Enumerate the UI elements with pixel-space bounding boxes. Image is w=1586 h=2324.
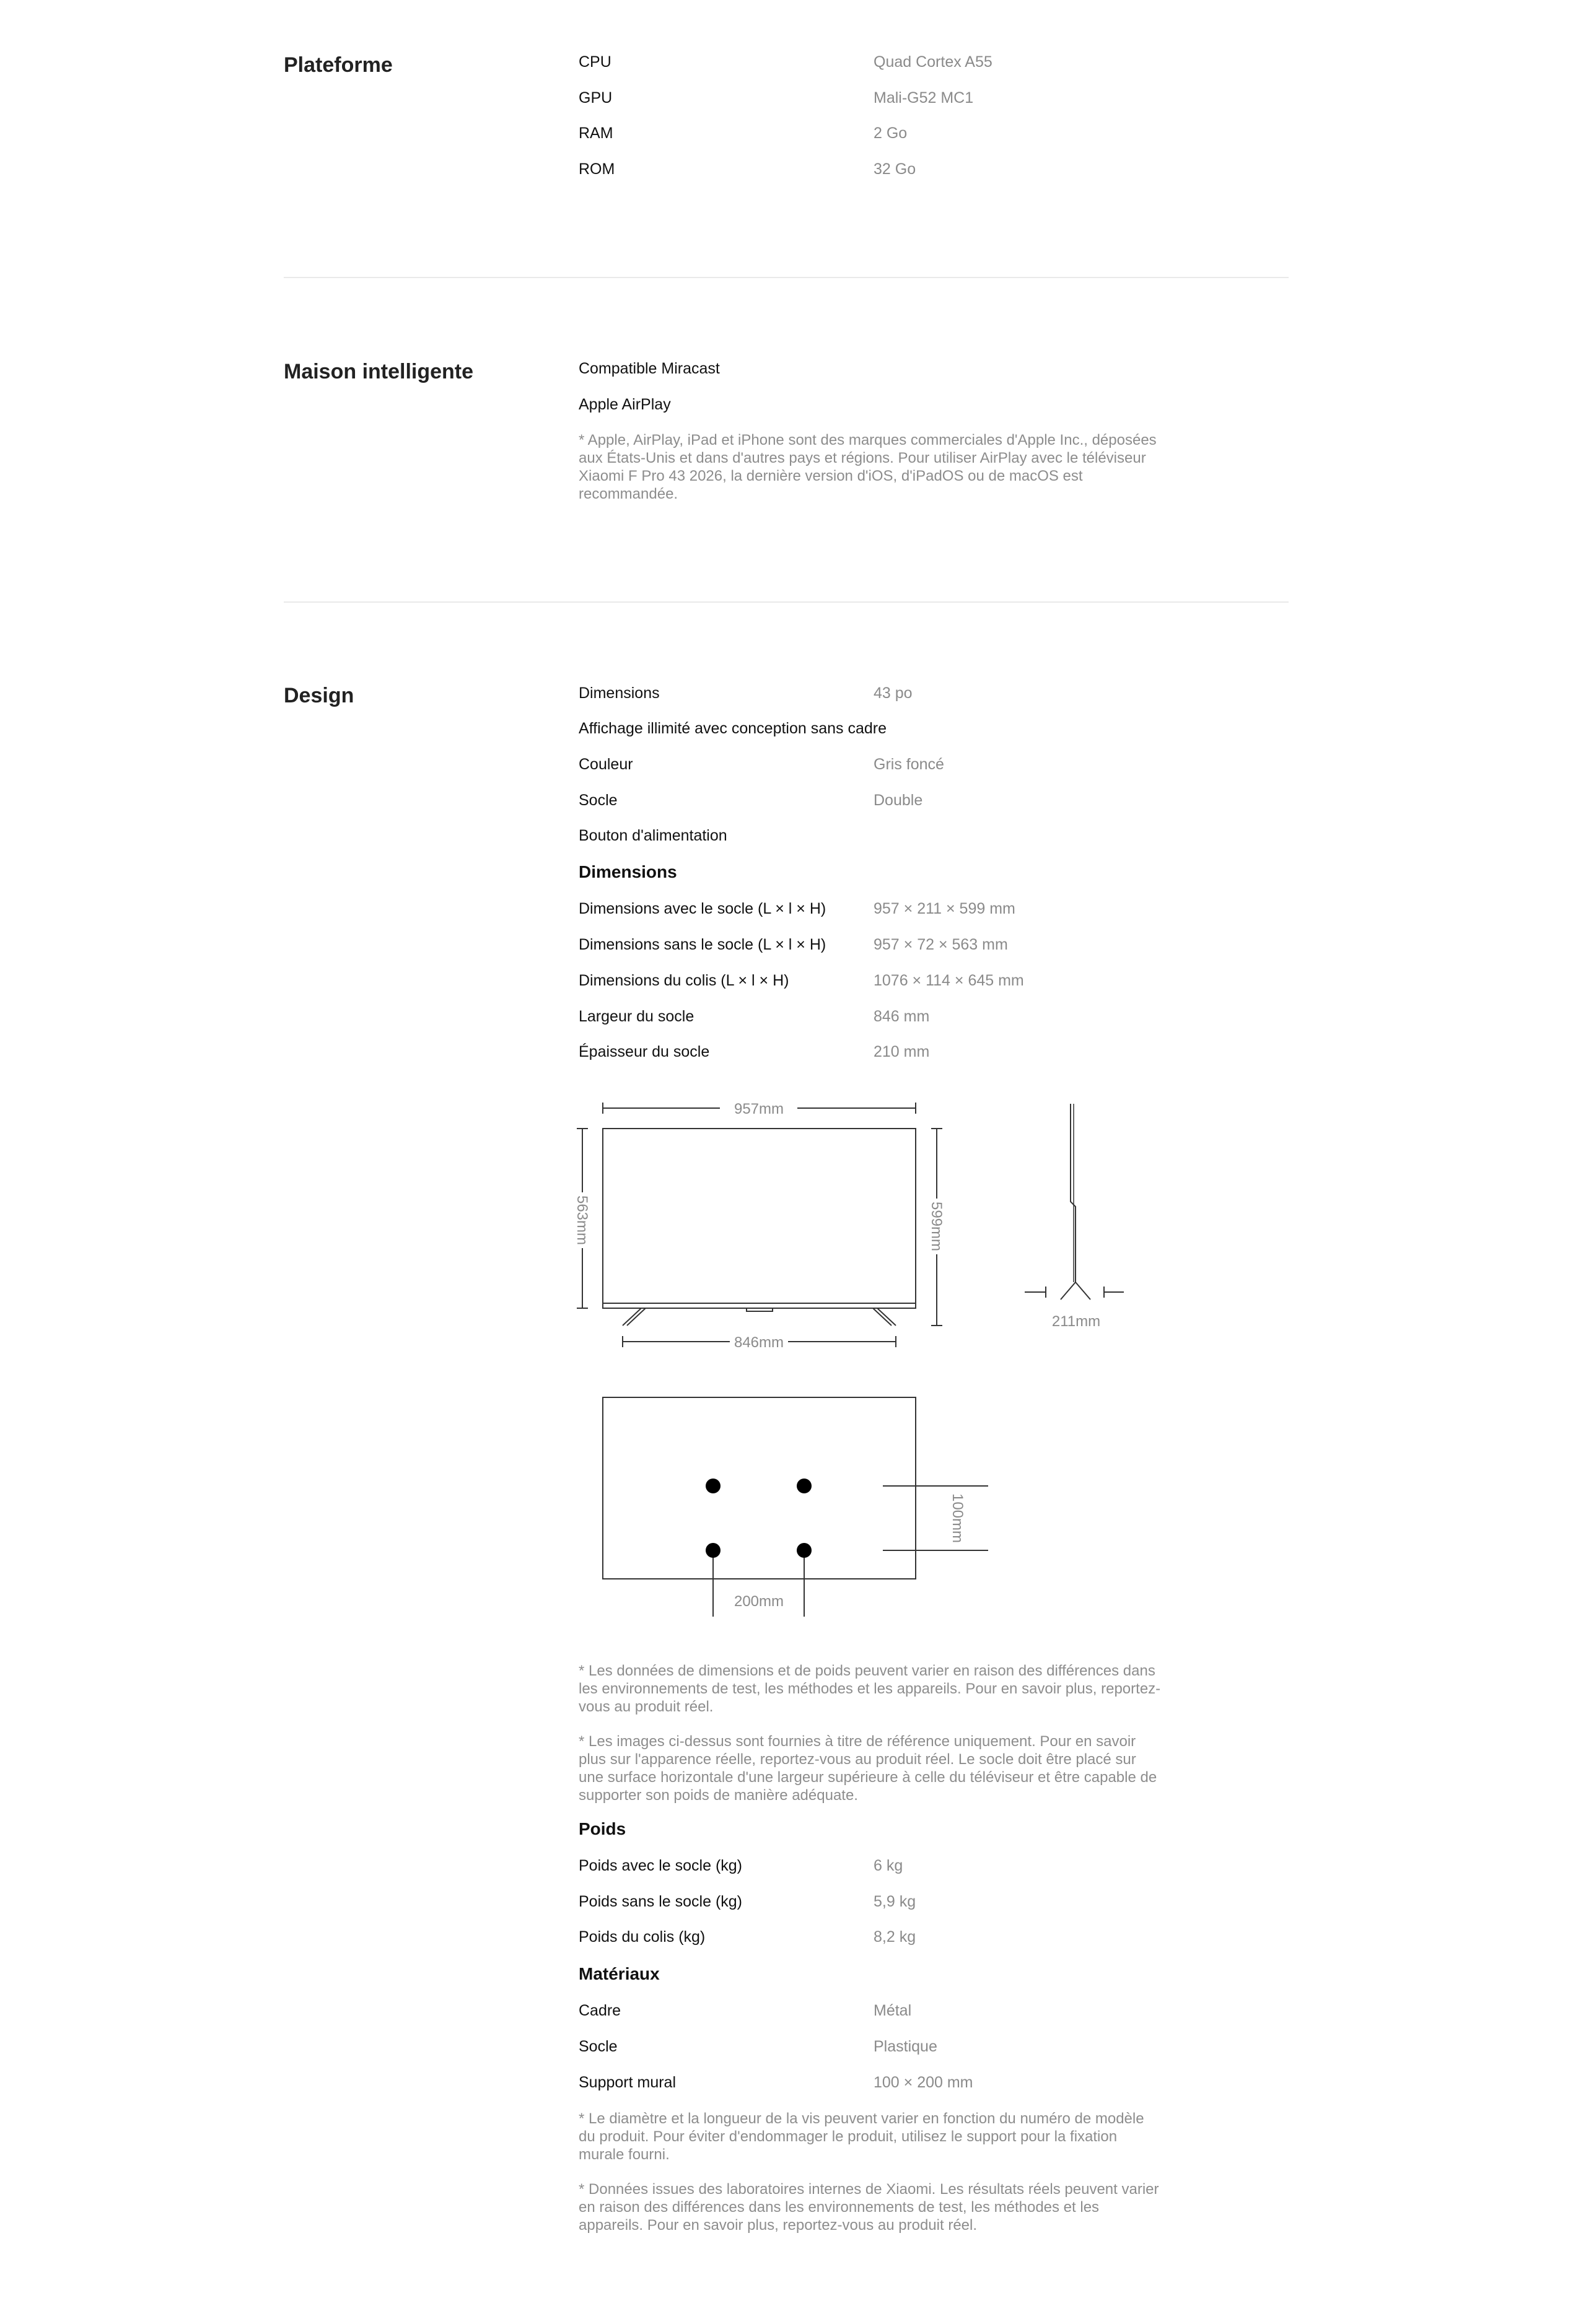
- spec-key: Socle: [579, 2038, 618, 2055]
- spec-key: Couleur: [579, 756, 633, 773]
- section-title-maison: Maison intelligente: [284, 360, 474, 383]
- spec-value: Quad Cortex A55: [874, 53, 992, 71]
- label-depth: 211mm: [1051, 1313, 1101, 1330]
- spec-key: Épaisseur du socle: [579, 1043, 710, 1060]
- spec-key: Dimensions avec le socle (L × l × H): [579, 900, 826, 917]
- spec-value: Plastique: [874, 2038, 937, 2055]
- spec-key: Poids avec le socle (kg): [579, 1857, 743, 1874]
- spec-key: RAM: [579, 124, 613, 142]
- spec-value: 32 Go: [874, 160, 916, 178]
- spec-key: Socle: [579, 792, 618, 809]
- label-vesa-v: 100mm: [949, 1493, 966, 1544]
- subsection-title-materiaux: Matériaux: [579, 1964, 660, 1983]
- spec-value: 1076 × 114 × 645 mm: [874, 972, 1024, 989]
- subsection-title-dimensions: Dimensions: [579, 862, 677, 881]
- vesa-hole: [706, 1479, 721, 1493]
- label-stand-width: 846mm: [734, 1334, 784, 1351]
- spec-value: 2 Go: [874, 124, 908, 142]
- spec-value: 43 po: [874, 684, 913, 702]
- spec-key: Support mural: [579, 2074, 677, 2091]
- label-height: 563mm: [574, 1195, 590, 1246]
- spec-key: Poids sans le socle (kg): [579, 1893, 743, 1910]
- spec-key: ROM: [579, 160, 615, 178]
- spec-value: 6 kg: [874, 1857, 903, 1874]
- spec-key: Compatible Miracast: [579, 360, 720, 377]
- section-title-design: Design: [284, 684, 354, 707]
- screw-note: * Le diamètre et la longueur de la vis peuvent varier en fonction du numéro de modèle du produit. Pour éviter d'endommager le produit, utilisez le support pour la fixation murale fourni.: [579, 2110, 1144, 2163]
- vesa-hole: [706, 1543, 721, 1558]
- tv-back-outline: [603, 1397, 916, 1579]
- label-vesa-h: 200mm: [734, 1593, 784, 1610]
- airplay-note: * Apple, AirPlay, iPad et iPhone sont des marques commerciales d'Apple Inc., déposées aux États-Unis et dans d'autres pays et régions. Pour utiliser AirPlay avec le téléviseur Xiaomi F Pro 43 2026, la dernière version d'iOS, d'iPadOS ou de macOS est recommandée.: [579, 432, 1157, 502]
- spec-value: 957 × 72 × 563 mm: [874, 936, 1008, 953]
- lab-note: * Données issues des laboratoires internes de Xiaomi. Les résultats réels peuvent varier en raison des différences dans les environnements de test, les méthodes et les appareils. Pour en savoir plus, reportez-vous au produit réel.: [579, 2181, 1159, 2234]
- spec-key: Apple AirPlay: [579, 396, 671, 413]
- spec-key: Poids du colis (kg): [579, 1928, 706, 1946]
- spec-key: Largeur du socle: [579, 1008, 694, 1025]
- spec-key: Cadre: [579, 2002, 621, 2019]
- spec-row-weight-with-stand: [579, 1853, 1198, 1878]
- tv-front-outline: [603, 1129, 916, 1308]
- spec-value: 846 mm: [874, 1008, 930, 1025]
- label-height-stand: 599mm: [928, 1201, 945, 1252]
- spec-key: Dimensions sans le socle (L × l × H): [579, 936, 826, 953]
- dimensions-note: * Les données de dimensions et de poids peuvent varier en raison des différences dans les environnements de test, les méthodes et les appareils. Pour en savoir plus, reportez-vous au produit réel.: [579, 1662, 1161, 1715]
- spec-value: 100 × 200 mm: [874, 2074, 973, 2091]
- spec-key: Affichage illimité avec conception sans cadre: [579, 720, 887, 737]
- subsection-title-poids: Poids: [579, 1819, 626, 1838]
- spec-row-weight-package: [579, 1924, 1198, 1949]
- vesa-hole: [797, 1543, 812, 1558]
- spec-key: Bouton d'alimentation: [579, 827, 727, 844]
- spec-value: Double: [874, 792, 923, 809]
- spec-row-wall-mount: [579, 2070, 1198, 2095]
- spec-value: Mali-G52 MC1: [874, 89, 974, 107]
- spec-row-weight-without-stand: [579, 1889, 1198, 1914]
- spec-key: Dimensions: [579, 684, 660, 702]
- images-note: * Les images ci-dessus sont fournies à titre de référence uniquement. Pour en savoir plus sur l'apparence réelle, reportez-vous au produit réel. Le socle doit être placé sur une surface horizontale d'une largeur supérieure à celle du téléviseur et être capable de supporter son poids de manière adéquate.: [579, 1733, 1157, 1804]
- spec-key: CPU: [579, 53, 611, 71]
- spec-row-stand-material: [579, 2034, 1198, 2059]
- spec-value: 8,2 kg: [874, 1928, 916, 1946]
- spec-value: 957 × 211 × 599 mm: [874, 900, 1015, 917]
- spec-value: 210 mm: [874, 1043, 930, 1060]
- vesa-hole: [797, 1479, 812, 1493]
- spec-value: 5,9 kg: [874, 1893, 916, 1910]
- section-title-plateforme: Plateforme: [284, 53, 393, 77]
- spec-row-frame: [579, 1998, 1198, 2023]
- spec-key: Dimensions du colis (L × l × H): [579, 972, 789, 989]
- spec-value: Métal: [874, 2002, 912, 2019]
- label-width: 957mm: [734, 1101, 784, 1117]
- spec-value: Gris foncé: [874, 756, 944, 773]
- spec-key: GPU: [579, 89, 613, 107]
